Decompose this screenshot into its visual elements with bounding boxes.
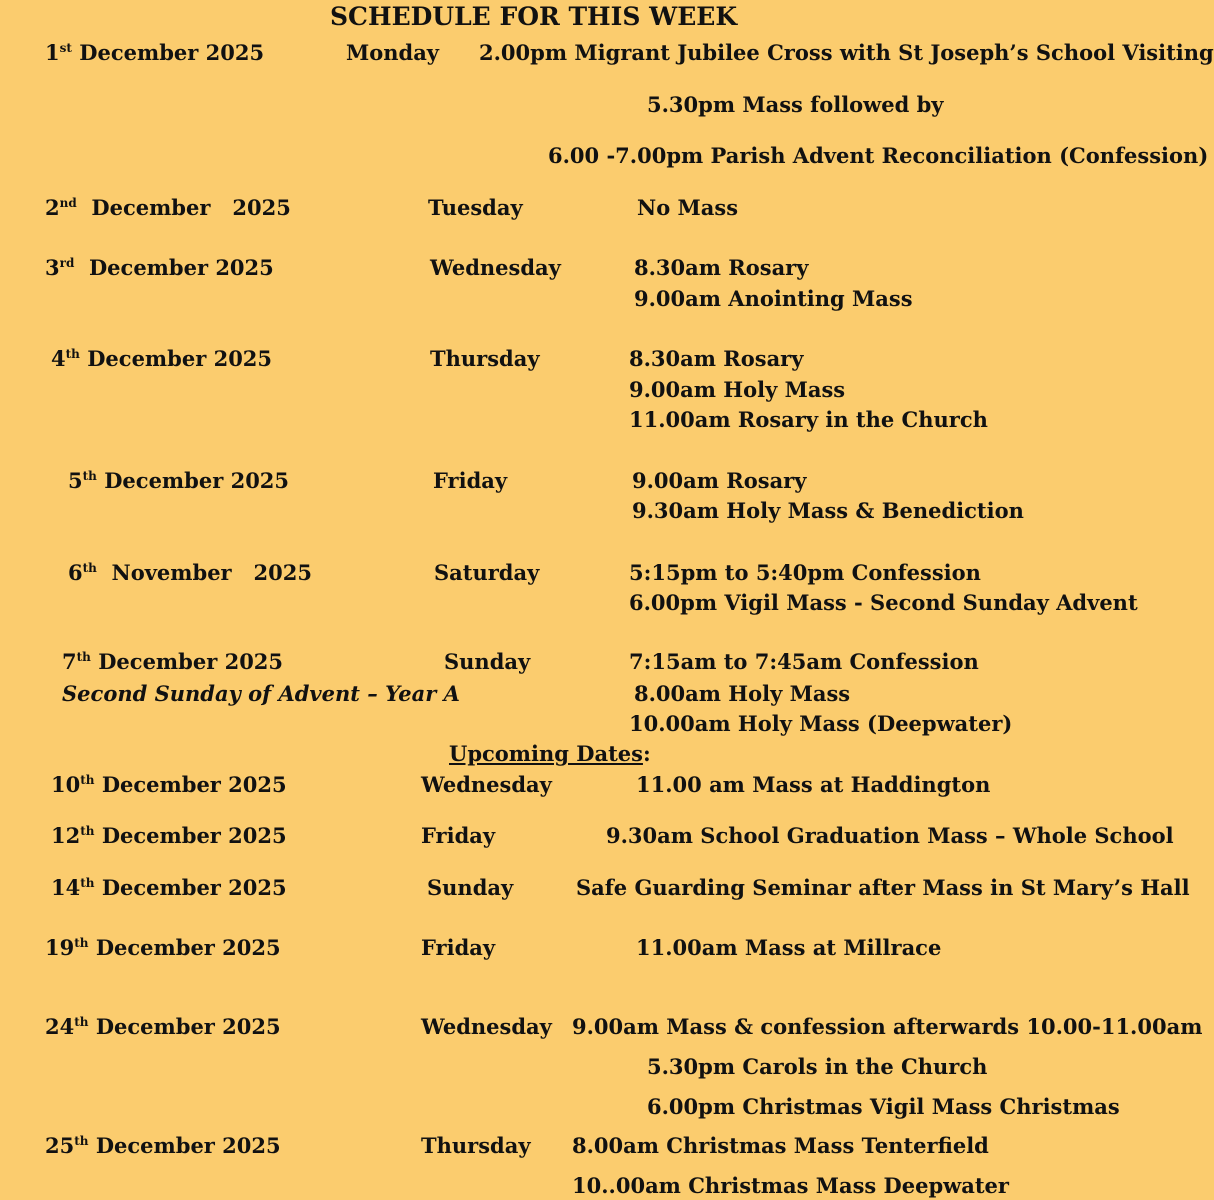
entry-date-note: Second Sunday of Advent – Year A xyxy=(62,681,460,706)
entry-event: 9.30am Holy Mass & Benediction xyxy=(632,498,1024,523)
date-number: 14 xyxy=(51,875,81,900)
date-ordinal: th xyxy=(74,1015,89,1029)
entry-event: 11.00am Rosary in the Church xyxy=(629,407,988,432)
upcoming-event: 8.00am Christmas Mass Tenterfield xyxy=(572,1133,989,1158)
entry-day: Tuesday xyxy=(428,195,523,220)
date-number: 5 xyxy=(68,468,83,493)
date-number: 1 xyxy=(45,40,60,65)
upcoming-day: Thursday xyxy=(421,1133,531,1158)
upcoming-day: Friday xyxy=(421,935,496,960)
entry-day: Wednesday xyxy=(430,255,561,280)
upcoming-date xyxy=(51,774,287,795)
entry-date xyxy=(68,470,289,491)
date-ordinal: th xyxy=(82,561,97,575)
entry-date xyxy=(45,42,264,63)
entry-day: Saturday xyxy=(434,560,540,585)
entry-event: 5.30pm Mass followed by xyxy=(647,92,944,117)
entry-day: Friday xyxy=(433,468,508,493)
entry-event: 8.00am Holy Mass xyxy=(634,681,851,706)
entry-event: 5:15pm to 5:40pm Confession xyxy=(629,560,981,585)
upcoming-event: 10..00am Christmas Mass Deepwater xyxy=(572,1173,1009,1198)
entry-date xyxy=(62,651,283,672)
date-number: 7 xyxy=(62,649,77,674)
upcoming-event: 11.00 am Mass at Haddington xyxy=(636,772,991,797)
upcoming-heading-text: Upcoming Dates xyxy=(449,741,643,766)
upcoming-event: 5.30pm Carols in the Church xyxy=(647,1054,988,1079)
date-month-year: December 2025 xyxy=(94,875,287,900)
date-month-year: December 2025 xyxy=(71,40,265,65)
date-month-year: December 2025 xyxy=(94,823,287,848)
entry-event: 8.30am Rosary xyxy=(629,346,804,371)
date-number: 12 xyxy=(51,823,81,848)
upcoming-heading xyxy=(449,743,651,764)
entry-date xyxy=(45,197,291,218)
date-month-year: December 2025 xyxy=(94,772,287,797)
entry-event: 9.00am Rosary xyxy=(632,468,807,493)
date-number: 10 xyxy=(51,772,81,797)
date-ordinal: th xyxy=(80,876,95,890)
date-number: 6 xyxy=(68,560,83,585)
entry-day: Thursday xyxy=(430,346,540,371)
entry-date xyxy=(51,348,272,369)
upcoming-event: 6.00pm Christmas Vigil Mass Christmas xyxy=(647,1094,1120,1119)
entry-event: 10.00am Holy Mass (Deepwater) xyxy=(629,711,1013,736)
date-ordinal: th xyxy=(80,773,95,787)
date-ordinal: th xyxy=(76,650,91,664)
entry-event: No Mass xyxy=(637,195,739,220)
entry-event: 7:15am to 7:45am Confession xyxy=(629,649,979,674)
date-ordinal: th xyxy=(65,347,80,361)
entry-day: Monday xyxy=(346,40,440,65)
date-month-year: December 2025 xyxy=(88,935,281,960)
date-month-year: November 2025 xyxy=(96,560,313,585)
upcoming-day: Wednesday xyxy=(421,772,552,797)
date-number: 19 xyxy=(45,935,75,960)
entry-event: 8.30am Rosary xyxy=(634,255,809,280)
entry-event: 9.00am Holy Mass xyxy=(629,377,846,402)
date-number: 2 xyxy=(45,195,60,220)
date-number: 3 xyxy=(45,255,60,280)
entry-date xyxy=(68,562,312,583)
date-ordinal: th xyxy=(80,824,95,838)
date-month-year: December 2025 xyxy=(96,468,290,493)
upcoming-date xyxy=(45,1016,281,1037)
upcoming-event: Safe Guarding Seminar after Mass in St Mary’s Hall xyxy=(576,875,1190,900)
upcoming-day: Sunday xyxy=(427,875,514,900)
date-ordinal: th xyxy=(82,469,97,483)
date-ordinal: nd xyxy=(59,196,77,210)
entry-day: Sunday xyxy=(444,649,531,674)
upcoming-date xyxy=(45,1135,281,1156)
upcoming-event: 11.00am Mass at Millrace xyxy=(636,935,942,960)
page-title: SCHEDULE FOR THIS WEEK xyxy=(330,2,738,31)
date-month-year: December 2025 xyxy=(74,255,274,280)
date-ordinal: th xyxy=(74,936,89,950)
upcoming-event: 9.30am School Graduation Mass – Whole School xyxy=(606,823,1174,848)
date-ordinal: st xyxy=(59,41,72,55)
date-ordinal: th xyxy=(74,1134,89,1148)
entry-date xyxy=(45,257,274,278)
upcoming-day: Friday xyxy=(421,823,496,848)
date-month-year: December 2025 xyxy=(90,649,284,674)
entry-event: 6.00pm Vigil Mass - Second Sunday Advent xyxy=(629,590,1138,615)
date-number: 25 xyxy=(45,1133,75,1158)
upcoming-day: Wednesday xyxy=(421,1014,552,1039)
upcoming-event: 9.00am Mass & confession afterwards 10.00-11.00am xyxy=(572,1014,1203,1039)
date-month-year: December 2025 xyxy=(76,195,291,220)
date-number: 24 xyxy=(45,1014,75,1039)
entry-event: 6.00 -7.00pm Parish Advent Reconciliation (Confession) xyxy=(548,143,1209,168)
date-number: 4 xyxy=(51,346,66,371)
date-month-year: December 2025 xyxy=(79,346,273,371)
upcoming-date xyxy=(51,825,287,846)
date-month-year: December 2025 xyxy=(88,1014,281,1039)
entry-event: 9.00am Anointing Mass xyxy=(634,286,913,311)
upcoming-date xyxy=(45,937,281,958)
date-month-year: December 2025 xyxy=(88,1133,281,1158)
date-ordinal: rd xyxy=(59,256,75,270)
upcoming-heading-colon: : xyxy=(642,741,651,766)
upcoming-date xyxy=(51,877,287,898)
entry-event: 2.00pm Migrant Jubilee Cross with St Joseph’s School Visiting xyxy=(479,40,1214,65)
